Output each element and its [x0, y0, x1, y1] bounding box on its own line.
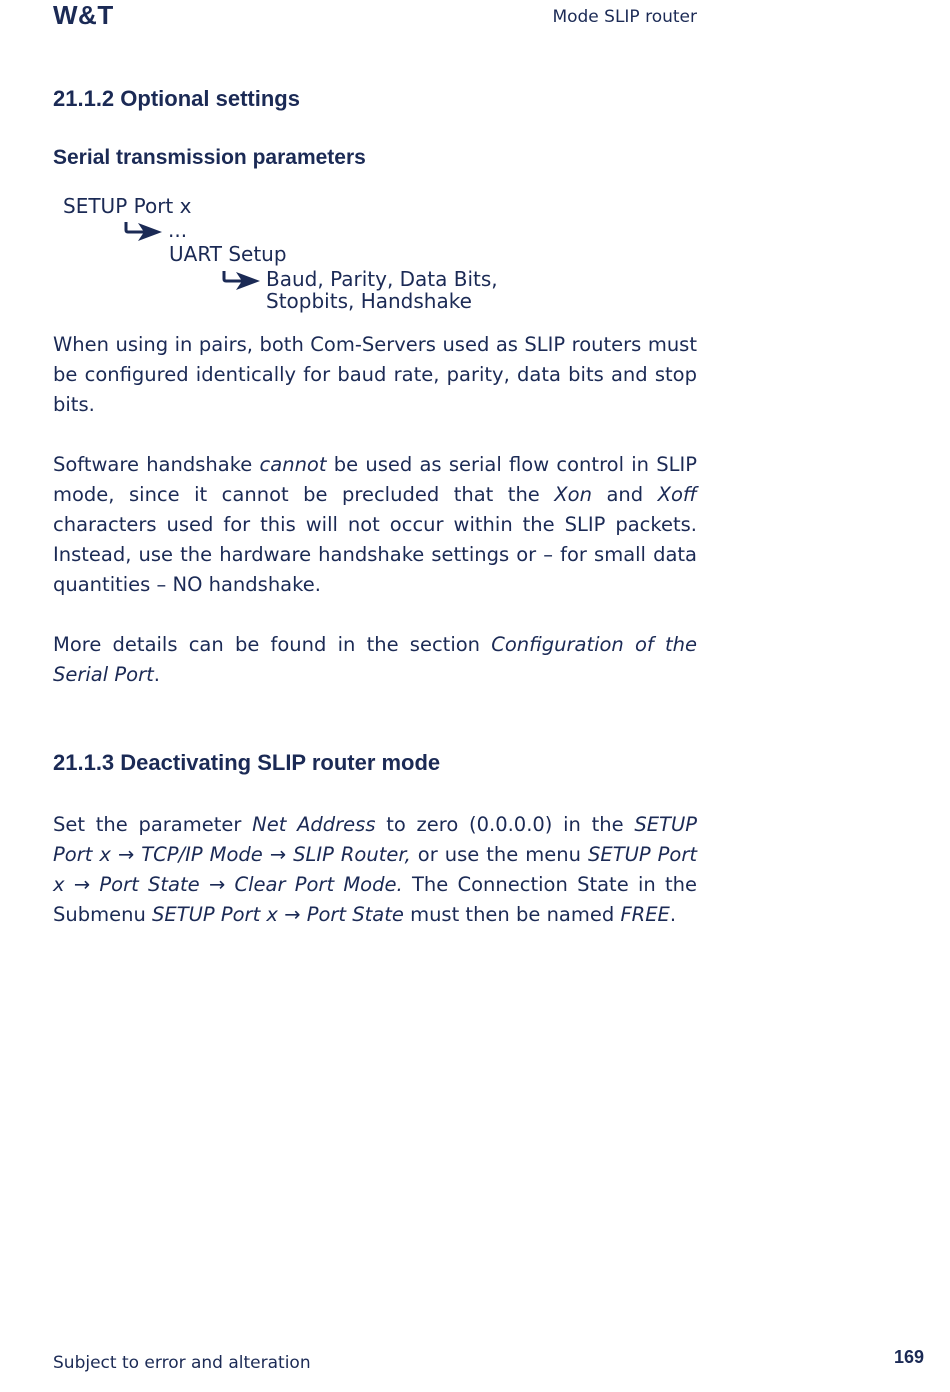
- paragraph-pairs-config: When using in pairs, both Com-Servers used as SLIP routers must be configured identically for baud rate, parity, data bits and stop bits.: [53, 333, 697, 416]
- menu-path-level2: ...: [168, 218, 188, 242]
- paragraph-software-handshake: Software handshake cannot be used as serial flow control in SLIP mode, since it cannot be precluded that the Xon and Xoff characters used for this will not occur within the SLIP packets. Instead, use the hardware handshake settings or – for small data quantities – NO handshake.: [53, 453, 697, 596]
- menu-arrow-icon: [222, 269, 262, 291]
- menu-path-level3: UART Setup: [169, 242, 287, 266]
- menu-path-level4-line1: Baud, Parity, Data Bits,: [266, 267, 498, 291]
- section-heading-optional-settings: 21.1.2 Optional settings: [53, 86, 300, 111]
- paragraph-deactivate-instructions: Set the parameter Net Address to zero (0.0.0.0) in the SETUP Port x → TCP/IP Mode → SLIP Router, or use the menu SETUP Port x → Port State → Clear Port Mode. The Connection State in the Submenu SETUP Port x → Port State must then be named FREE.: [53, 813, 698, 926]
- subheading-serial-parameters: Serial transmission parameters: [53, 146, 366, 169]
- brand-logo: W&T: [53, 0, 114, 30]
- section-heading-deactivating: 21.1.3 Deactivating SLIP router mode: [53, 750, 441, 775]
- page-number: 169: [893, 1347, 924, 1367]
- menu-path-level4-line2: Stopbits, Handshake: [266, 289, 472, 313]
- chapter-header: Mode SLIP router: [552, 7, 697, 27]
- menu-arrow-icon: [124, 220, 164, 242]
- footer-disclaimer: Subject to error and alteration: [53, 1353, 311, 1373]
- menu-path-level1: SETUP Port x: [63, 194, 192, 218]
- paragraph-more-details: More details can be found in the section Configuration of the Serial Port.: [53, 633, 697, 686]
